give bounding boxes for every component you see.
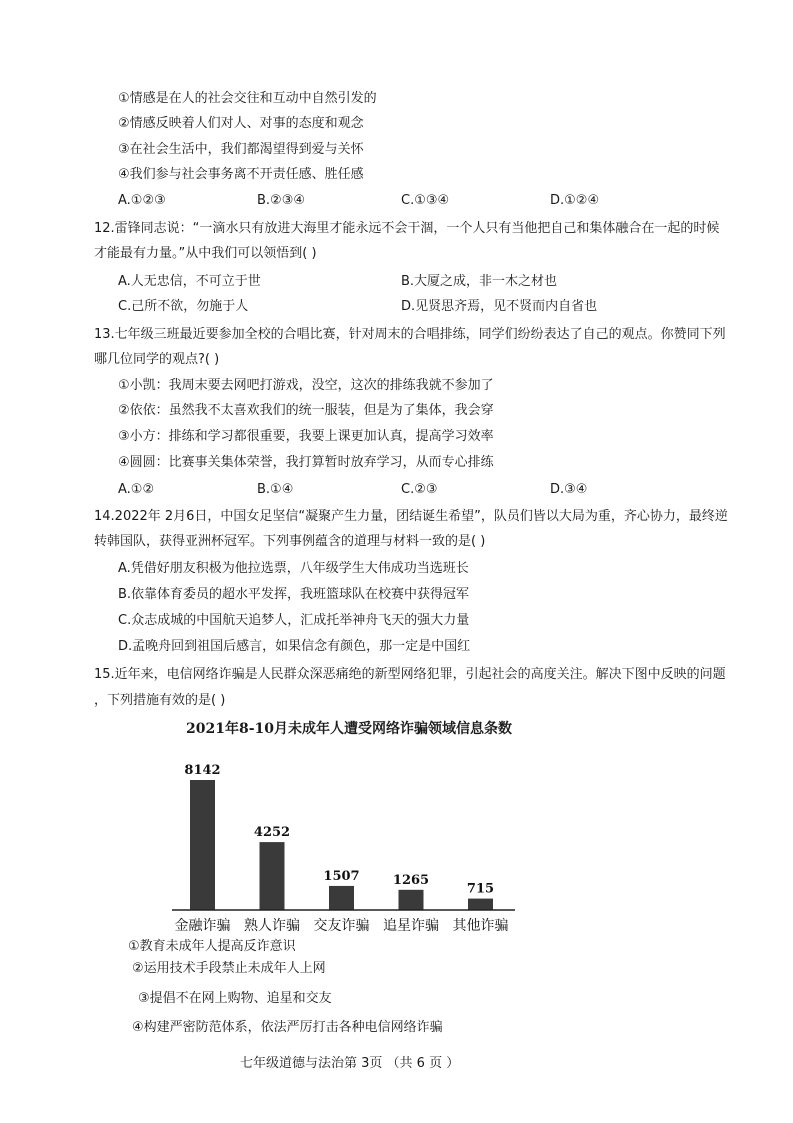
q14-option-c: C.众志成城的中国航天追梦人，汇成托举神舟飞天的强大力量 [118,613,470,628]
q11-option-a: A.①②③ [118,193,166,208]
q13-option-c: C.②③ [401,482,438,497]
q13-option-b: B.①④ [257,482,294,497]
chart-value-label-3: 1507 [323,868,360,884]
q13-stem-line-1: 13.七年级三班最近要参加全校的合唱比赛，针对周末的合唱排练，同学们纷纷表达了自己的观点。你赞同下列 [94,327,726,342]
q12-option-a: A.人无忠信，不可立于世 [118,274,261,289]
q14-option-d: D.孟晚舟回到祖国后感言，如果信念有颜色，那一定是中国红 [118,639,471,654]
q12-stem-line-1: 12.雷锋同志说：“一滴水只有放进大海里才能永远不会干涸，一个人只有当他把自己和集体融合在一起的时候 [94,221,720,236]
chart-title: 2021年8-10月未成年人遭受网络诈骗领域信息条数 [186,721,512,737]
q15-item-1: ①教育未成年人提高反诈意识 [128,939,296,954]
chart-category-label-1: 金融诈骗 [174,918,231,934]
q13-option-d: D.③④ [550,482,588,497]
chart-value-label-5: 715 [466,881,495,897]
q15-item-3: ③提倡不在网上购物、追星和交友 [138,991,332,1006]
chart-value-label-4: 1265 [392,872,430,888]
q11-item-4: ④我们参与社会事务离不开责任感、胜任感 [118,167,364,182]
q11-option-b: B.②③④ [257,193,306,208]
chart-bar-1 [190,780,215,910]
chart-category-label-4: 追星诈骗 [383,918,439,934]
chart-value-label-1: 8142 [184,763,221,778]
q11-item-3: ③在社会生活中，我们都渴望得到爱与关怀 [118,142,364,157]
q12-option-b: B.大厦之成，非一木之材也 [401,274,558,289]
bar-chart [160,745,530,940]
chart-value-label-2: 4252 [253,825,291,841]
q13-stem-line-2: 哪几位同学的观点?( ) [94,352,220,367]
page-footer: 七年级道德与法治第 3页 （共 6 页 ） [240,1056,460,1071]
chart-category-label-3: 交友诈骗 [313,918,370,934]
chart-bar-5 [468,899,493,910]
q12-stem-line-2: 才能最有力量。”从中我们可以领悟到( ) [94,246,317,261]
q13-option-a: A.①② [118,482,155,497]
chart-bar-2 [260,842,285,910]
chart-category-label-2: 熟人诈骗 [244,918,300,934]
q13-item-2: ②依依：虽然我不太喜欢我们的统一服装，但是为了集体，我会穿 [118,403,494,418]
q11-option-c: C.①③④ [401,193,450,208]
q14-option-b: B.依靠体育委员的超水平发挥，我班篮球队在校赛中获得冠军 [118,587,470,602]
q13-item-4: ④圆圆：比赛事关集体荣誉，我打算暂时放弃学习，从而专心排练 [118,455,494,470]
q14-stem-line-1: 14.2022年 2月6日，中国女足坚信“凝聚产生力量，团结诞生希望”，队员们皆以大局为重，齐心协力，最终逆 [94,509,728,524]
q15-stem-line-1: 15.近年来，电信网络诈骗是人民群众深恶痛绝的新型网络犯罪，引起社会的高度关注。解决下图中反映的问题 [94,667,726,682]
q12-option-c: C.己所不欲，勿施于人 [118,299,249,314]
q13-item-1: ①小凯：我周末要去网吧打游戏，没空，这次的排练我就不参加了 [118,378,494,393]
chart-bar-4 [399,890,424,910]
q14-option-a: A.凭借好朋友积极为他拉选票，八年级学生大伟成功当选班长 [118,561,469,576]
q11-item-2: ②情感反映着人们对人、对事的态度和观念 [118,116,364,131]
q12-option-d: D.见贤思齐焉，见不贤而内自省也 [401,299,598,314]
q14-stem-line-2: 转韩国队，获得亚洲杯冠军。下列事例蕴含的道理与材料一致的是( ) [94,534,486,549]
q15-item-2: ②运用技术手段禁止未成年人上网 [132,961,326,976]
q15-item-4: ④构建严密防范体系，依法严厉打击各种电信网络诈骗 [132,1020,443,1035]
chart-category-label-5: 其他诈骗 [452,918,509,934]
q11-item-1: ①情感是在人的社会交往和互动中自然引发的 [118,91,377,106]
chart-bar-3 [329,886,354,910]
q11-option-d: D.①②④ [550,193,600,208]
q15-stem-line-2: ，下列措施有效的是( ) [94,693,226,708]
q13-item-3: ③小方：排练和学习都很重要，我要上课更加认真，提高学习效率 [118,429,494,444]
